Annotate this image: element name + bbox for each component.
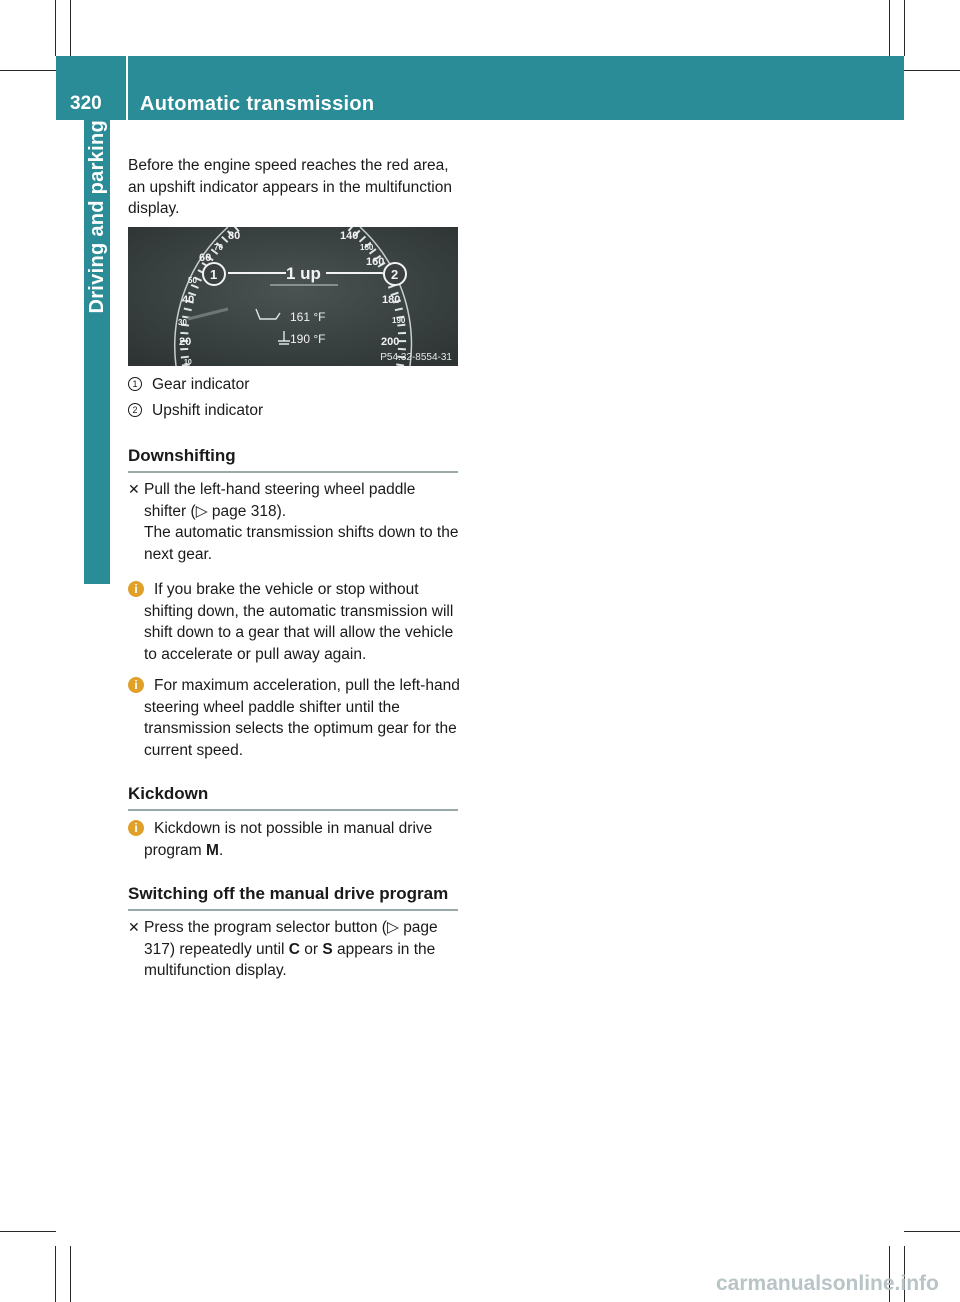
- callout-1: 1: [210, 267, 218, 282]
- crop-mark: [70, 1246, 71, 1302]
- step-arrow-icon: ✕: [128, 481, 140, 497]
- scale-label: 160: [366, 256, 385, 268]
- scale-label: 10: [184, 359, 192, 366]
- info-icon: i: [128, 677, 144, 693]
- upshift-display-text: 1 up: [286, 264, 321, 283]
- scale-label: 20: [179, 336, 192, 348]
- page-ref-arrow-icon: ▷: [386, 919, 404, 936]
- info-text-part: .: [218, 841, 224, 859]
- scale-label: 40: [182, 294, 195, 306]
- step-text: Pull the left-hand steering wheel paddle shifter (: [144, 481, 416, 520]
- crop-mark: [0, 70, 56, 71]
- chapter-title: Driving and parking: [85, 120, 108, 314]
- program-key-s: S: [322, 940, 333, 958]
- page-reference-link[interactable]: page 318: [211, 502, 277, 520]
- info-text-part: Kickdown is not possible in manual drive program: [144, 820, 433, 859]
- step-result: The automatic transmission shifts down to the next gear.: [144, 524, 459, 563]
- section-title: Automatic transmission: [140, 93, 375, 115]
- switching-off-heading: Switching off the manual drive program: [128, 883, 458, 911]
- step-text: or: [299, 940, 323, 958]
- scale-label: 60: [199, 252, 212, 264]
- watermark: carmanualsonline.info: [716, 1272, 939, 1295]
- scale-label: 70: [214, 243, 223, 252]
- info-note: [128, 579, 460, 665]
- info-text: [144, 818, 460, 861]
- info-icon: i: [128, 820, 144, 836]
- legend-label: Upshift indicator: [152, 402, 264, 419]
- program-key-c: C: [288, 940, 300, 958]
- info-note: [128, 675, 460, 761]
- crop-mark: [904, 1231, 960, 1232]
- instrument-cluster-illustration: [128, 227, 458, 366]
- legend-label: Gear indicator: [152, 376, 250, 393]
- callout-2: 2: [391, 267, 399, 282]
- scale-label: 200: [381, 336, 400, 348]
- scale-label: 80: [228, 230, 241, 242]
- downshifting-step: [128, 479, 460, 565]
- step-text: appears in the multifunction display.: [144, 940, 436, 979]
- scale-label: 30: [178, 318, 187, 327]
- step-text: Press the program selector button (: [144, 919, 387, 936]
- info-note: [128, 818, 460, 861]
- info-text: For maximum acceleration, pull the left-hand steering wheel paddle shifter until the transmission selects the optimum gear for the current speed.: [144, 677, 460, 759]
- page-ref-arrow-icon: ▷: [195, 502, 212, 520]
- kickdown-heading: Kickdown: [128, 783, 458, 811]
- crop-mark: [55, 1246, 56, 1302]
- header-divider: [126, 56, 128, 120]
- scale-label: 180: [382, 294, 401, 306]
- oil-temperature-value: 161 °F: [290, 310, 326, 324]
- downshifting-heading: Downshifting: [128, 445, 458, 473]
- legend-item: [128, 374, 249, 395]
- step-text: ).: [276, 502, 287, 520]
- scale-label: 140: [340, 230, 359, 242]
- program-key-m: M: [206, 841, 219, 859]
- scale-label: 50: [188, 276, 197, 285]
- step-text: ) repeatedly until: [169, 940, 289, 958]
- legend-number: 1: [128, 377, 142, 391]
- scale-label: 190: [392, 316, 406, 325]
- info-text: If you brake the vehicle or stop without shifting down, the automatic transmission will shift down to a gear that will allow the vehicle to accelerate or pull away again.: [144, 581, 454, 663]
- legend-number: 2: [128, 403, 142, 417]
- step-arrow-icon: ✕: [128, 919, 140, 935]
- switching-off-step: [128, 917, 460, 982]
- page-reference-link[interactable]: page 317: [144, 919, 438, 958]
- info-icon: i: [128, 581, 144, 597]
- chapter-title-container: [84, 120, 110, 540]
- crop-mark: [889, 0, 890, 56]
- legend-item: [128, 400, 263, 421]
- instrument-cluster-figure: [128, 227, 458, 366]
- crop-mark: [904, 0, 905, 56]
- crop-mark: [70, 0, 71, 56]
- crop-mark: [0, 1231, 56, 1232]
- page-number: 320: [70, 93, 102, 114]
- coolant-temperature-value: 190 °F: [290, 332, 326, 346]
- crop-mark: [904, 70, 960, 71]
- crop-mark: [55, 0, 56, 56]
- intro-paragraph: Before the engine speed reaches the red area, an upshift indicator appears in the multifunction display.: [128, 157, 452, 217]
- figure-code: P54.32-8554-31: [380, 352, 452, 363]
- scale-label: 150: [360, 243, 374, 252]
